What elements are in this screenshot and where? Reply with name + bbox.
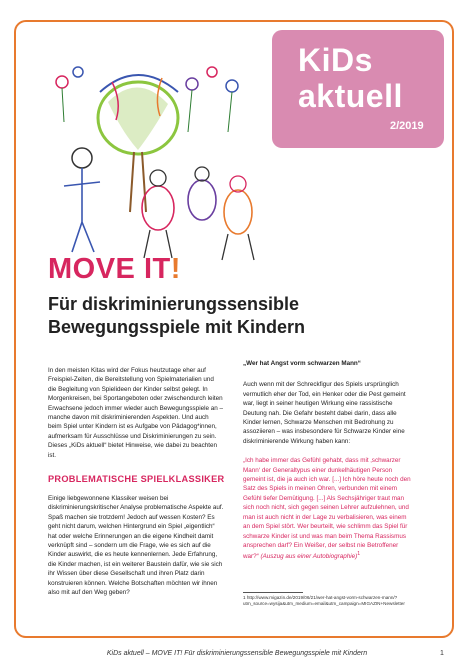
footnote-marker: 1 <box>357 551 361 558</box>
intro-text: In den meisten Kitas wird der Fokus heutzutage eher auf Freispiel-Zeiten, die Bereitstellung von Spielmaterialien und die Begleitung von Spielideen der Kinder selbst gelegt. In Morgenkreisen, bei Sportangeboten oder zwischendurch leiten Erwachsene jedoch immer wieder auch Bewegungsspiele an – manche davon mit diskriminierenden Aspekten. Und auch beim Spiel unter Kindern ist es Aufgabe von Pädagog*innen, aufmerksam für Ausschlüsse und Diskriminierungen zu sein. Dieses „KiDs aktuell“ bietet Hinweise, wie dabei zu beachten ist. <box>48 367 224 459</box>
headline-exclaim: ! <box>170 253 181 285</box>
page-number: 1 <box>440 650 444 657</box>
headline <box>48 253 181 286</box>
section-body <box>48 494 224 597</box>
issue-number: 2/2019 <box>390 120 424 132</box>
issue-badge <box>272 30 444 148</box>
quote-title: „Wer hat Angst vorm schwarzen Mann“ <box>243 360 361 367</box>
page-footer: KiDs aktuell – MOVE IT! Für diskriminierungssensible Bewegungsspiele mit Kindern <box>106 650 368 657</box>
child-drawing-illustration <box>42 62 268 270</box>
right-body-text: Auch wenn mit der Schreckfigur des Spiels ursprünglich vermutlich eher der Tod, ein Henker oder die Pest gemeint war, liegt in seiner heutigen Wirkung eine rassistische Deutung nah. Die Gefahr besteht dabei darin, dass alle Kinder lernen, Schwarze Menschen mit Bedrohung zu assoziieren – was insbesondere für Schwarze Kinder eine diskriminierende Wirkung haben kann: <box>243 381 406 445</box>
badge-title <box>298 42 403 114</box>
badge-title-line2: aktuell <box>298 78 403 114</box>
quote-block <box>243 456 413 562</box>
footnote-divider <box>243 592 303 593</box>
footnote: 1 http://www.migazin.de/2019/06/21/wer-hat-angst-vorm-schwarzen-mann/?utm_source=wysija&utm_medium=email&utm_campaign=MIGAZIN+Newsletter <box>243 595 405 607</box>
quote-text: „Ich habe immer das Gefühl gehabt, dass mit ‚schwarzer Mann‘ der Generaltypus einer dunkelhäutigen Person gemeint ist, die ja auch ich war. [...] Ich höre heute noch den Satz des Spiels in meinen Ohren, verbunden mit einem Gefühl tiefer Demütigung. [...] Als Sechsjähriger traut man sich noch nicht, sich gegen seinen Lehrer aufzulehnen, und man ist auch nicht in der Lage zu verbalisieren, was einem an dem Spiel stört. Wer beurteilt, wie schlimm das Spiel für schwarze Kinder ist und was man beim Thema Rassismus ansprechen darf? Ein Weißer, der selbst nie Betroffener war?“ <box>243 457 411 561</box>
subtitle: Für diskriminierungssensible Bewegungsspiele mit Kindern <box>48 294 306 337</box>
badge-title-line1: KiDs <box>298 42 373 78</box>
right-column <box>243 359 413 562</box>
intro-paragraph <box>48 366 224 460</box>
section-body-text: Einige liebgewonnene Klassiker weisen bei diskriminierungskritischer Analyse problematische Aspekte auf. Spaß machen sie trotzdem! Jedoch auf wessen Kosten? Es geht nicht darum, welchen Hintergrund ein Spiel „eigentlich“ hat oder welche Erinnerungen an die eigene Kindheit damit verknüpft sind – sondern um die Frage, wie es sich auf die Kinder auswirkt, die es heute kennenlernen. Jede Erfahrung, die Kinder machen, ist ein weiterer Baustein dafür, wie sie sich ihr Wissen über diese Gesellschaft und ihren Platz darin konstruieren können. Welche Botschaften möchten wir ihnen also mit auf den Weg geben? <box>48 495 224 597</box>
headline-text: MOVE IT <box>48 253 171 285</box>
section-heading: PROBLEMATISCHE SPIELKLASSIKER <box>48 474 225 484</box>
quote-source: (Auszug aus einer Autobiographie) <box>260 553 358 561</box>
